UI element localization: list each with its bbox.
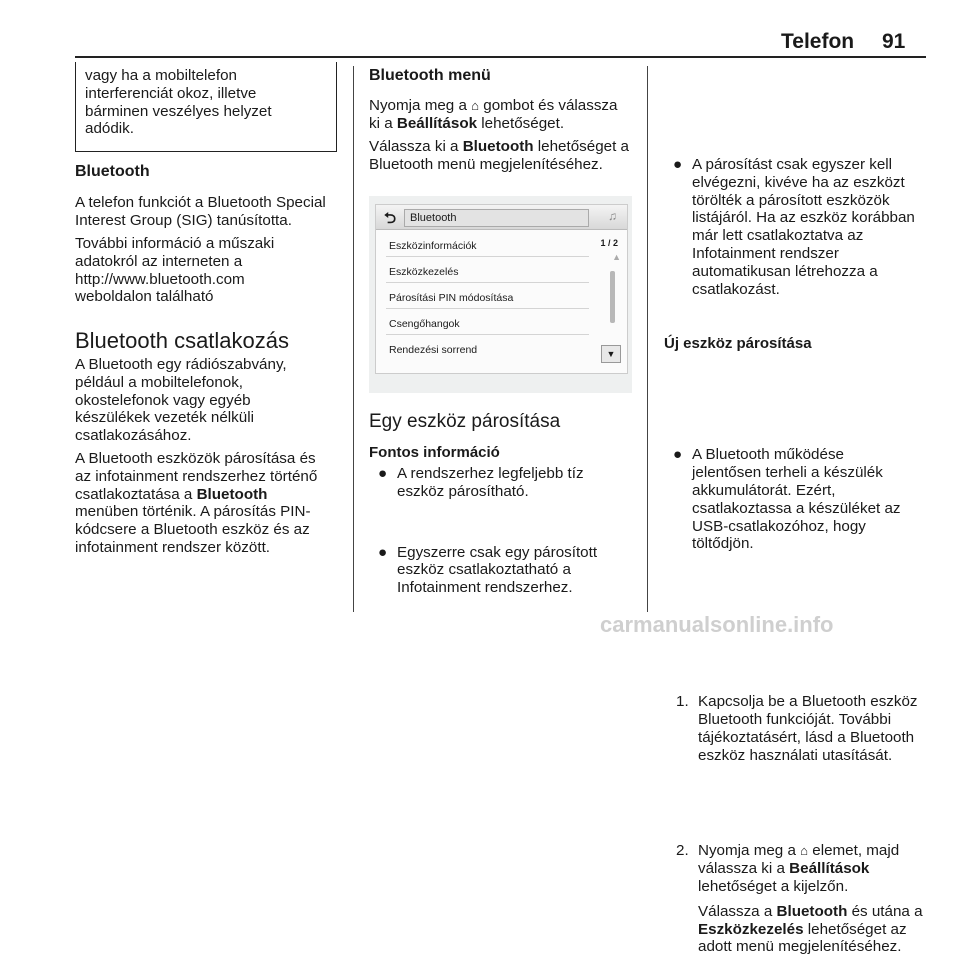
text-line: További információ a műszaki	[75, 235, 275, 252]
bold-term: Bluetooth	[196, 485, 268, 503]
text-line: A Bluetooth eszközök párosítása és	[75, 450, 316, 467]
bold-term: Beállítások	[789, 860, 870, 878]
text-line: eszköz párosítható.	[397, 482, 529, 500]
text-line: weboldalon található	[75, 288, 214, 306]
menu-paragraph-1	[369, 97, 644, 133]
page-indicator: 1 / 2	[600, 238, 618, 248]
url-text: http://www.bluetooth.com	[75, 270, 245, 288]
text-line: készülékek vezeték nélküli	[75, 409, 254, 427]
menu-item-device-management[interactable]: Eszközkezelés	[386, 261, 589, 283]
text-line: A párosítást csak egyszer kell	[692, 155, 893, 173]
step-2	[664, 842, 960, 956]
text-line: Interest Group (SIG) tanúsította.	[75, 211, 292, 229]
menu-item-change-pin[interactable]: Párosítási PIN módosítása	[386, 287, 589, 309]
screen-panel	[375, 204, 628, 374]
text-line	[698, 860, 960, 878]
text-span: Nyomja meg a	[698, 842, 796, 860]
text-line: automatikusan létrehozza a	[692, 262, 878, 280]
text-line: csatlakozásához.	[75, 427, 192, 445]
text-span: gombot és válassza	[483, 97, 618, 114]
menu-item-ringtones[interactable]: Csengőhangok	[386, 313, 589, 335]
text-line: például a mobiltelefonok,	[75, 373, 244, 391]
text-line: infotainment rendszer között.	[75, 538, 271, 556]
bold-term: Bluetooth	[462, 138, 534, 155]
bullet-icon: ●	[673, 155, 683, 173]
text-span: és utána a	[847, 902, 923, 920]
text-line: csatlakozást.	[692, 280, 780, 298]
bluetooth-paragraph-1	[75, 194, 350, 230]
step-number: 1.	[676, 693, 689, 711]
bullet-icon: ●	[673, 446, 683, 464]
text-line: elvégezni, kivéve ha az eszközt	[692, 173, 905, 191]
note-line: adódik.	[85, 120, 134, 138]
text-line: Infotainment rendszer	[692, 244, 839, 262]
bold-term: Beállítások	[396, 114, 478, 132]
bluetooth-connection-heading: Bluetooth csatlakozás	[75, 328, 290, 353]
step-number: 2.	[676, 842, 689, 860]
bold-term: Bluetooth	[776, 902, 848, 920]
text-line: Bluetooth funkcióját. További	[698, 710, 892, 728]
menu-paragraph-2	[369, 138, 644, 174]
text-line: A Bluetooth működése	[692, 446, 844, 464]
text-span: Nyomja meg a	[369, 97, 467, 114]
text-line: A telefon funkciót a Bluetooth Special	[75, 194, 326, 211]
pair-device-heading: Egy eszköz párosítása	[369, 411, 561, 432]
connection-paragraph-2	[75, 450, 353, 557]
text-line: töltődjön.	[692, 535, 754, 553]
text-line	[698, 842, 960, 860]
text-line	[369, 138, 644, 156]
bullet-item	[369, 465, 675, 501]
text-line: Kapcsolja be a Bluetooth eszköz	[698, 693, 918, 711]
bullet-item	[664, 156, 960, 298]
warning-note-box	[75, 62, 337, 152]
text-line: A rendszerhez legfeljebb tíz	[397, 465, 584, 482]
text-line: tájékoztatásért, lásd a Bluetooth	[698, 728, 915, 746]
text-line: akkumulátorát. Ezért,	[692, 481, 836, 499]
connection-paragraph-1	[75, 356, 350, 445]
watermark: carmanualsonline.info	[600, 612, 834, 637]
bluetooth-heading: Bluetooth	[75, 163, 150, 180]
text-line	[698, 921, 960, 939]
text-span: lehetőséget az	[803, 920, 907, 938]
menu-item-sort-order[interactable]: Rendezési sorrend	[389, 344, 478, 356]
note-line: interferenciát okoz, illetve	[85, 84, 257, 102]
text-line: Bluetooth menü megjelenítéséhez.	[369, 155, 603, 173]
text-line: csatlakoztassa a készüléket az	[692, 499, 901, 517]
text-line	[369, 115, 644, 133]
menu-item-device-info[interactable]: Eszközinformációk	[386, 235, 589, 257]
column-divider-2	[647, 66, 648, 612]
important-info-heading: Fontos információ	[369, 444, 500, 461]
text-line: adatokról az interneten a	[75, 252, 243, 270]
text-line: az infotainment rendszerhez történő	[75, 467, 318, 485]
text-line: lehetőséget a kijelzőn.	[698, 877, 849, 895]
note-line: vagy ha a mobiltelefon	[85, 67, 237, 84]
text-line: listájáról. Ha az eszköz korábban	[692, 209, 915, 227]
bold-term: Eszközkezelés	[698, 920, 804, 938]
text-span: lehetőséget.	[477, 114, 565, 132]
column-divider-1	[353, 66, 354, 612]
text-line	[75, 486, 353, 504]
bluetooth-menu-screenshot	[369, 196, 632, 393]
text-line: adott menü megjelenítéséhez.	[698, 938, 902, 956]
text-line	[369, 97, 644, 115]
text-line: Infotainment rendszerhez.	[397, 579, 573, 597]
text-line: eszköz használati utasítását.	[698, 746, 893, 764]
text-span: elemet, majd	[812, 842, 900, 860]
page-number: 91	[882, 30, 906, 53]
text-line: törölték a párosított eszközök	[692, 191, 890, 209]
music-note-icon: ♫	[608, 209, 617, 223]
text-line: menüben történik. A párosítás PIN-	[75, 503, 311, 521]
scroll-down-button[interactable]: ▼	[601, 345, 621, 363]
text-span: Válassza a	[698, 902, 777, 920]
page-header-title: Telefon	[781, 30, 855, 53]
header-rule	[75, 56, 926, 58]
back-arrow-icon[interactable]: ⮌	[384, 210, 397, 227]
text-line	[698, 903, 960, 921]
text-line: okostelefonok vagy egyéb	[75, 391, 251, 409]
home-icon: ⌂	[471, 98, 480, 113]
bluetooth-menu-heading: Bluetooth menü	[369, 67, 491, 84]
text-span: csatlakoztatása a	[75, 485, 197, 503]
text-span: lehetőséget a	[533, 138, 629, 155]
text-span: ki a	[369, 114, 397, 132]
text-line: USB-csatlakozóhoz, hogy	[692, 517, 866, 535]
screen-header	[376, 205, 627, 230]
bullet-icon: ●	[378, 543, 388, 561]
text-line: Egyszerre csak egy párosított	[397, 543, 598, 561]
bullet-icon: ●	[378, 465, 388, 482]
bullet-item	[664, 446, 960, 553]
text-line: A Bluetooth egy rádiószabvány,	[75, 356, 287, 373]
step-1	[664, 693, 960, 764]
text-line: már lett csatlakoztatva az	[692, 227, 864, 245]
text-line: eszköz csatlakoztatható a	[397, 561, 571, 579]
screen-title: Bluetooth	[404, 209, 589, 227]
note-line: bárminen veszélyes helyzet	[85, 102, 272, 120]
new-device-pairing-heading: Új eszköz párosítása	[664, 335, 812, 352]
scroll-up-icon[interactable]: ▲	[612, 252, 621, 262]
text-line: jelentősen terheli a készülék	[692, 464, 883, 482]
bullet-item	[369, 544, 675, 597]
bluetooth-paragraph-2	[75, 235, 350, 306]
text-span: válassza ki a	[698, 860, 790, 878]
text-line: kódcsere a Bluetooth eszköz és az	[75, 521, 310, 539]
text-span: Válassza ki a	[369, 138, 463, 155]
home-icon: ⌂	[800, 843, 809, 859]
scrollbar[interactable]	[610, 271, 615, 323]
